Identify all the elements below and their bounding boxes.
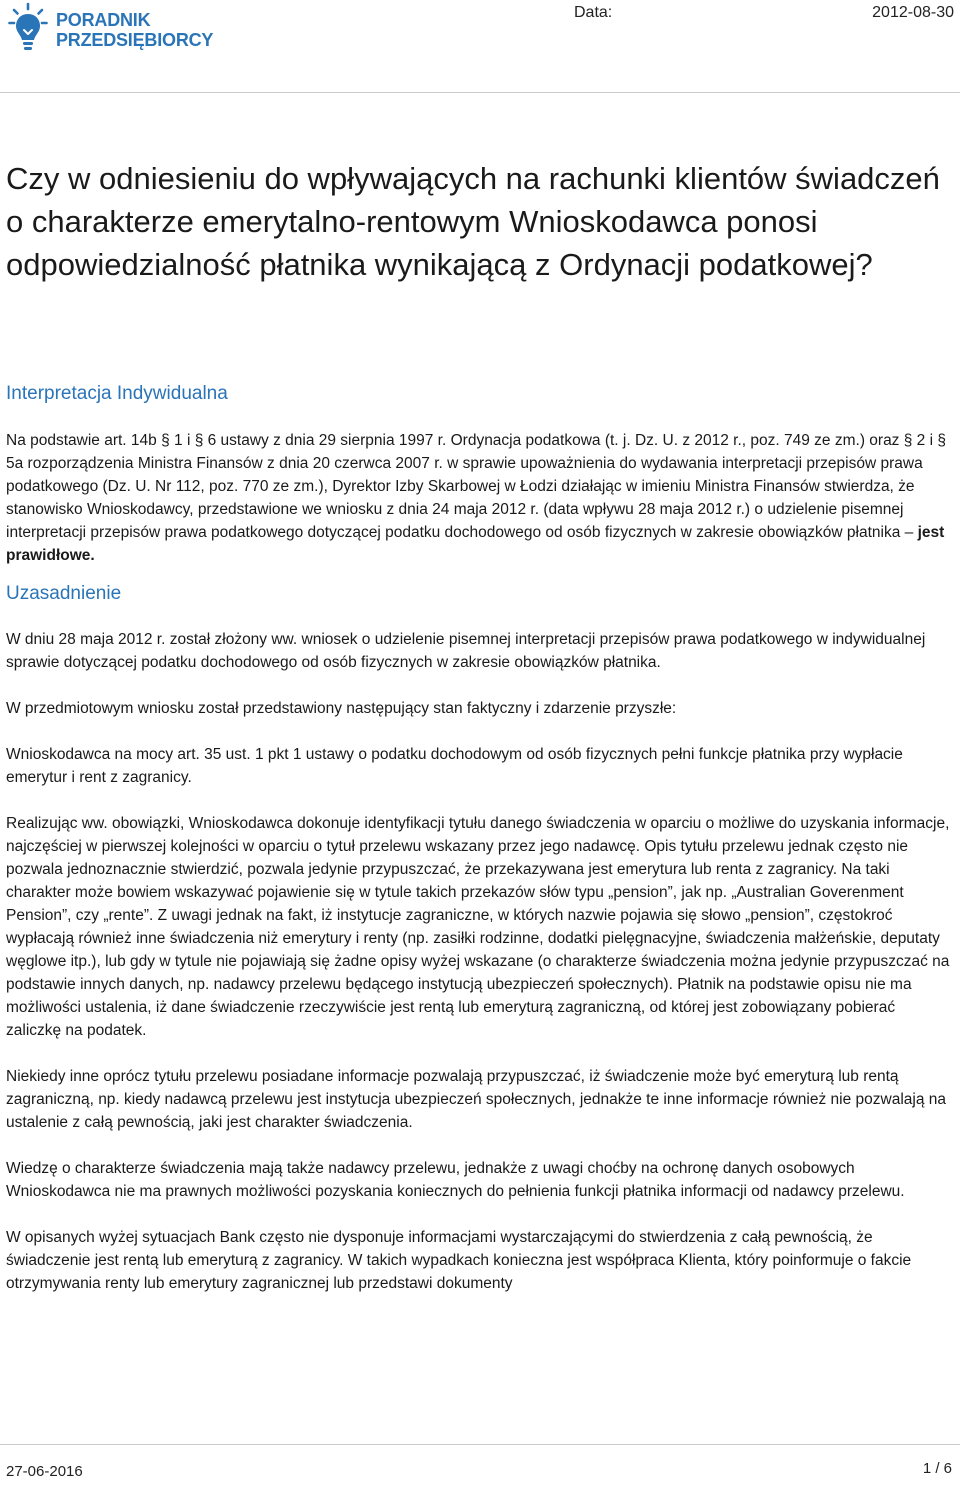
date-value: 2012-08-30 (872, 4, 954, 21)
paragraph: W przedmiotowym wniosku został przedstawiony następujący stan faktyczny i zdarzenie przyszłe: (6, 700, 677, 717)
paragraph: Wiedzę o charakterze świadczenia mają także nadawcy przelewu, jednakże z uwagi choćby na ochronę danych osobowych Wnioskodawca nie ma prawnych możliwości pozyskania koniecznych do pełnienia funkcji płatnika informacji od nadawcy przelewu. (6, 1160, 905, 1200)
logo-text (56, 10, 213, 50)
footer-date: 27-06-2016 (6, 1463, 83, 1480)
header-divider (0, 92, 960, 93)
page-header (0, 0, 960, 95)
section-heading: Uzasadnienie (6, 583, 122, 604)
footer-divider (0, 1444, 960, 1445)
intro-paragraph (6, 429, 952, 567)
paragraph: W opisanych wyżej sytuacjach Bank często nie dysponuje informacjami wystarczającymi do stwierdzenia z całą pewnością, że świadczenie jest rentą lub emeryturą z zagranicy. W takich wypadkach konieczna jest współpraca Klienta, który poinformuje o fakcie otrzymywania renty lub emerytury zagranicznej lub przedstawi dokumenty (6, 1229, 912, 1292)
logo-line-2: PRZEDSIĘBIORCY (56, 30, 214, 50)
paragraph: Niekiedy inne oprócz tytułu przelewu posiadane informacje pozwalają przypuszczać, iż świadczenie może być emeryturą lub rentą zagraniczną, np. kiedy nadawcą przelewu jest instytucja ubezpieczeń społecznych, jednakże te inne informacje również nie pozwalają na ustalenie z całą pewnością, jaki jest charakter świadczenia. (6, 1068, 947, 1131)
date-label: Data: (574, 4, 613, 21)
page-subtitle: Interpretacja Indywidualna (6, 383, 228, 404)
logo[interactable] (8, 2, 213, 56)
intro-text: Na podstawie art. 14b § 1 i § 6 ustawy z dnia 29 sierpnia 1997 r. Ordynacja podatkowa (t. j. Dz. U. z 2012 r., poz. 749 ze zm.) oraz § 2 i § 5a rozporządzenia Ministra Finansów z dnia 20 czerwca 2007 r. w sprawie upoważnienia do wydawania interpretacji przepisów prawa podatkowego (Dz. U. Nr 112, poz. 770 ze zm.), Dyrektor Izby Skarbowej w Łodzi działając w imieniu Ministra Finansów stwierdza, że stanowisko Wnioskodawcy, przedstawione we wniosku z dnia 24 maja 2012 r. (data wpływu 28 maja 2012 r.) o udzielenie pisemnej interpretacji przepisów prawa podatkowego dotyczącej podatku dochodowego od osób fizycznych w zakresie obowiązków płatnika – (6, 432, 946, 541)
paragraph: Wnioskodawca na mocy art. 35 ust. 1 pkt 1 ustawy o podatku dochodowym od osób fizycznych pełni funkcje płatnika przy wypłacie emerytur i rent z zagranicy. (6, 746, 903, 786)
logo-line-1: PORADNIK (56, 10, 151, 30)
page-number: 1 / 6 (922, 1460, 952, 1477)
lightbulb-icon (8, 2, 48, 56)
paragraph: W dniu 28 maja 2012 r. został złożony ww. wniosek o udzielenie pisemnej interpretacji przepisów prawa podatkowego w indywidualnej sprawie dotyczącej podatku dochodowego od osób fizycznych w zakresie obowiązków płatnika. (6, 631, 926, 671)
page-title: Czy w odniesieniu do wpływających na rachunki klientów świadczeń o charakterze emerytalno-rentowym Wnioskodawca ponosi odpowiedzialność płatnika wynikającą z Ordynacji podatkowej? (6, 161, 940, 282)
intro-verdict: jest prawidłowe. (6, 524, 945, 564)
article-body (6, 429, 952, 1318)
paragraph: Realizując ww. obowiązki, Wnioskodawca dokonuje identyfikacji tytułu danego świadczenia w oparciu o możliwe do uzyskania informacje, najczęściej w pierwszej kolejności w oparciu o tytuł przelewu wskazany przez jego nadawcę. Opis tytułu przelewu jednak często nie pozwala jednoznacznie stwierdzić, pozwala jedynie przypuszczać, że przekazywana jest emerytura lub renta z zagranicy. Na taki charakter może bowiem wskazywać pojawienie się w tytule takich przekazów słów typu „pension”, jak np. „Australian Goverenment Pension”, czy „rente”. Z uwagi jednak na fakt, iż instytucje zagraniczne, w których nazwie pojawia się słowo „pension”, częstokroć wypłacają również inne świadczenia niż emerytury i renty (np. zasiłki rodzinne, dodatki pielęgnacyjne, świadczenia małżeńskie, deputaty węglowe itp.), lub gdy w tytule nie pojawiają się żadne opisy wyżej wskazane (o charakterze świadczenia można jedynie przypuszczać na podstawie innych danych, np. nadawcy przelewu będącego instytucją ubezpieczeń społecznych). Płatnik na podstawie opisu nie ma możliwości ustalenia, iż dane świadczenie rzeczywiście jest rentą lub emeryturą zagraniczną, od której jest zobowiązany pobierać zaliczkę na podatek. (6, 815, 950, 1039)
